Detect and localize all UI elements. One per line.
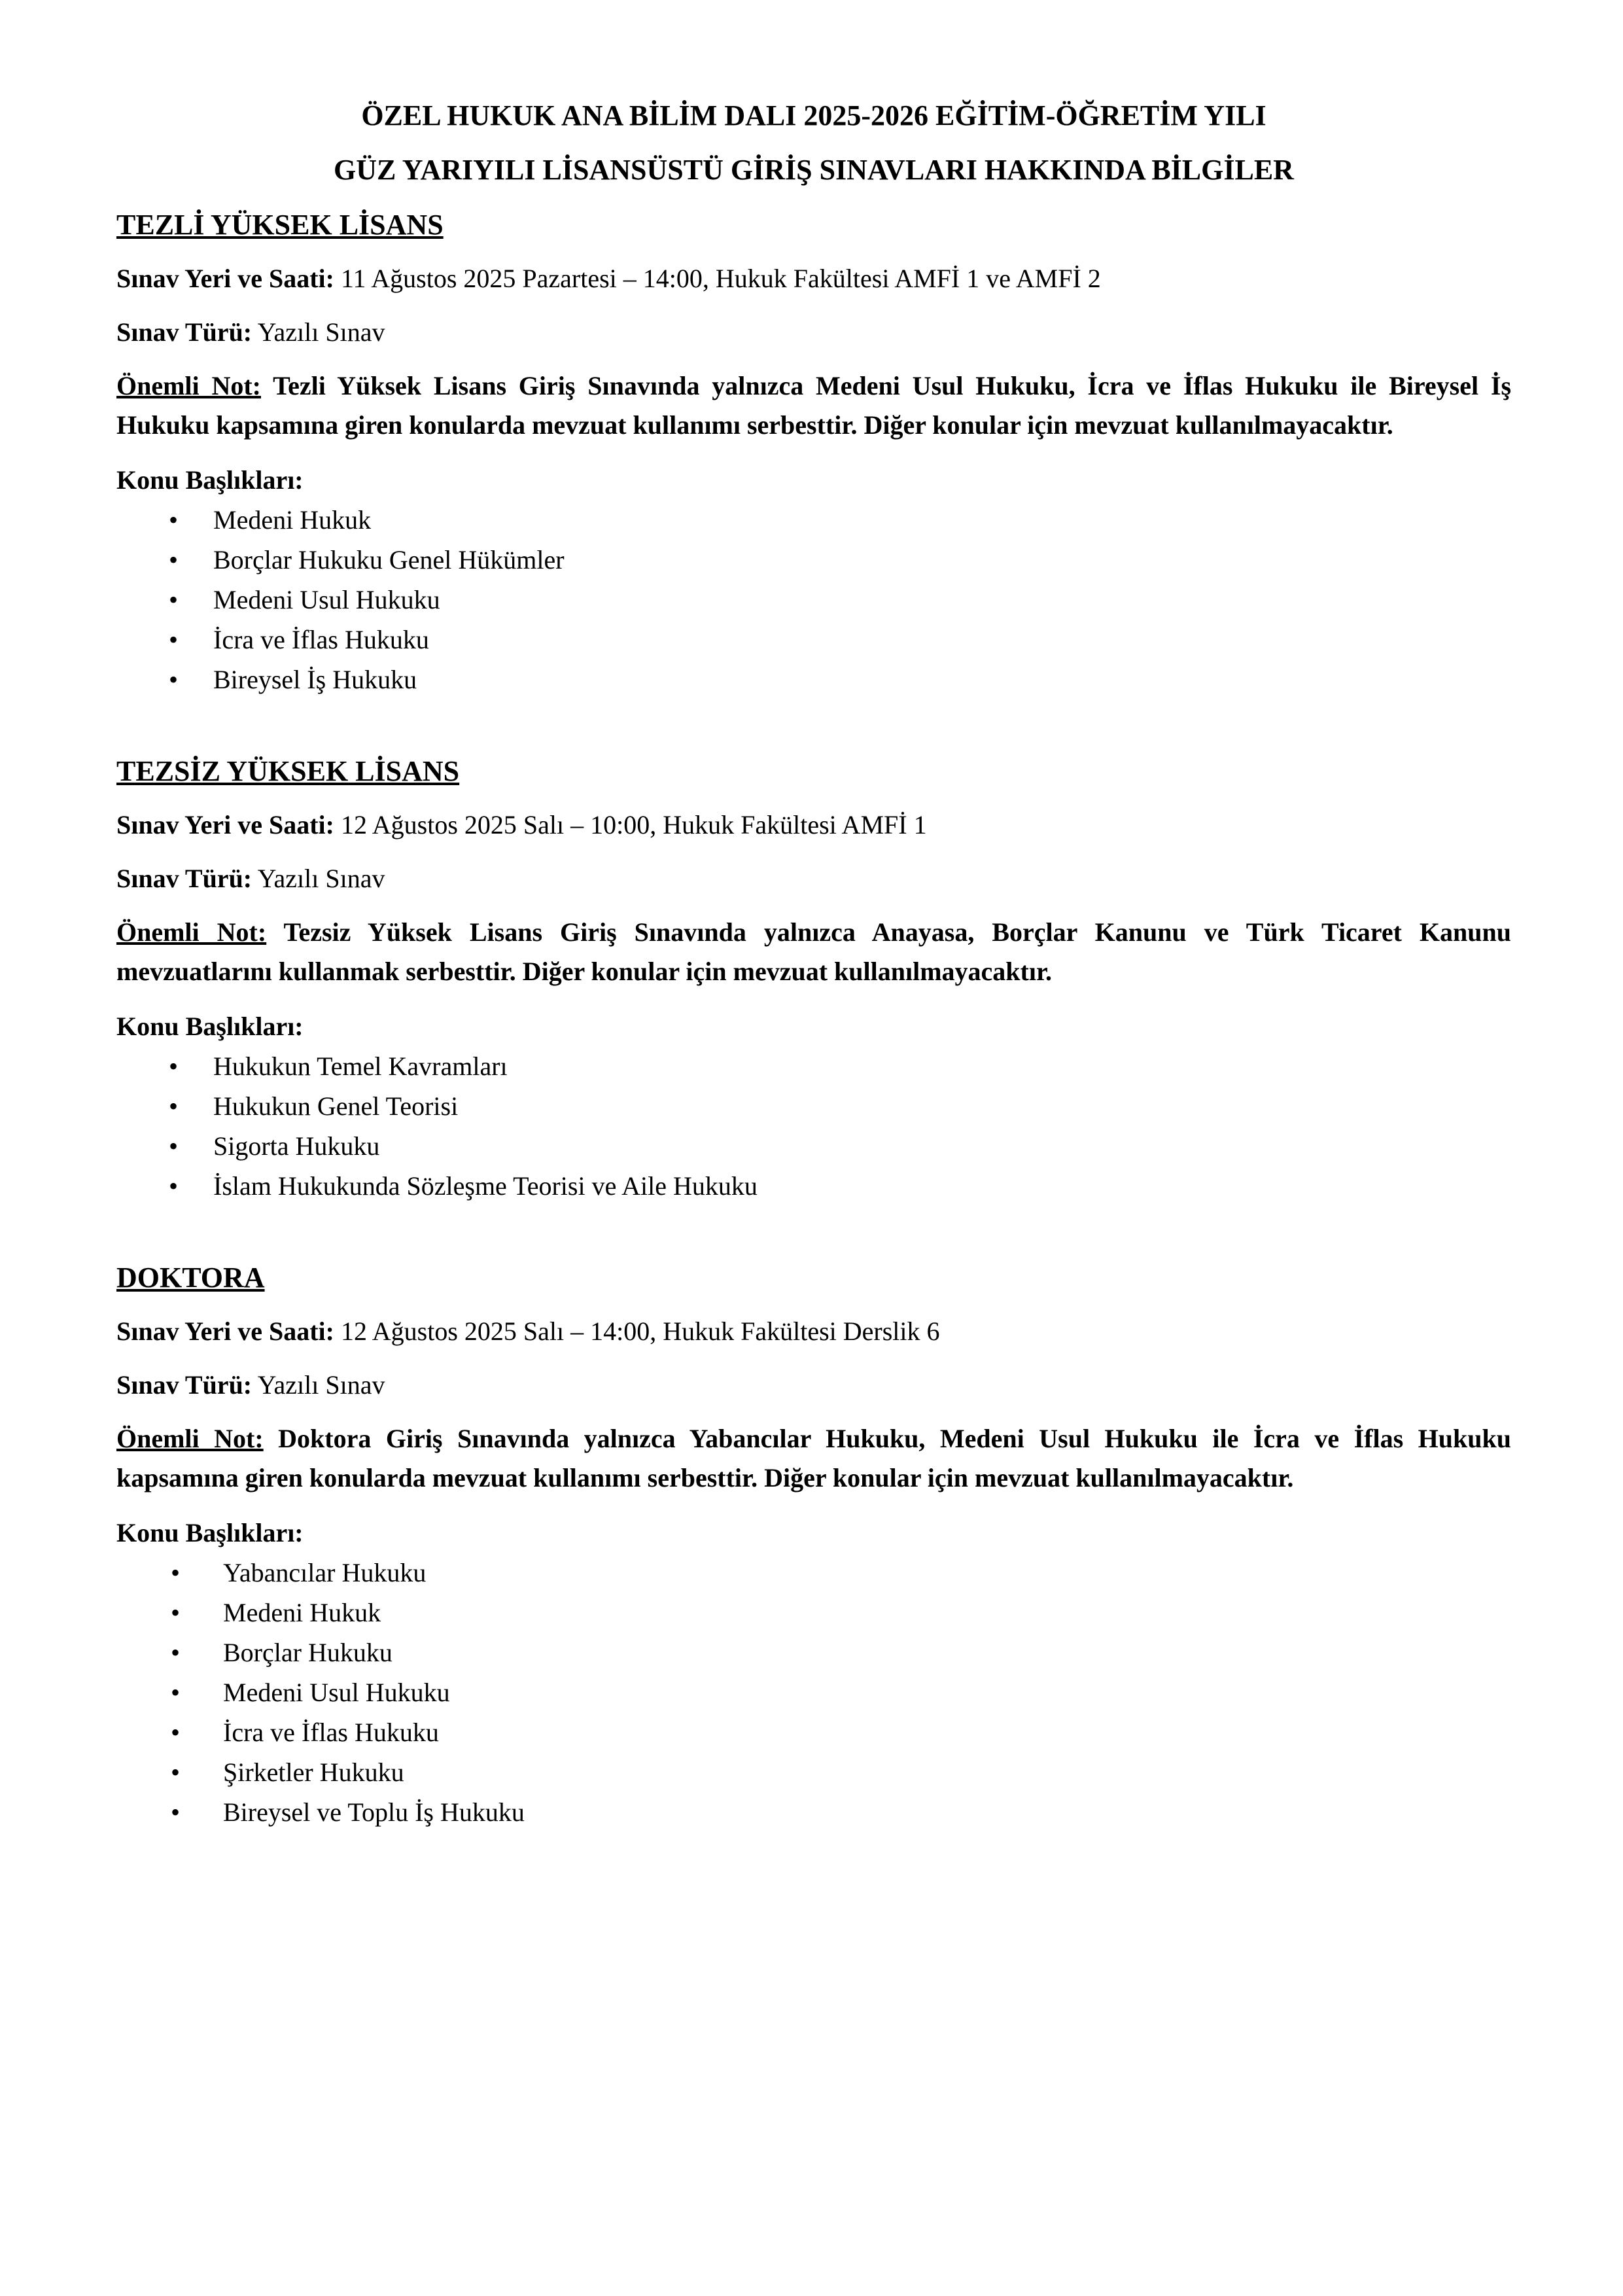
- list-item: [116, 660, 1511, 699]
- section-tezli-yuksek-lisans: [116, 205, 1511, 699]
- bullet-icon: •: [169, 585, 179, 614]
- topics-label: Konu Başlıkları:: [116, 1518, 304, 1547]
- list-item: [116, 1792, 1511, 1832]
- list-item: [116, 1752, 1511, 1792]
- topics-list: [116, 1046, 1511, 1206]
- exam-place-time-label: Sınav Yeri ve Saati:: [116, 1316, 334, 1346]
- topic-text: Medeni Usul Hukuku: [223, 1678, 450, 1707]
- topics-label: Konu Başlıkları:: [116, 465, 304, 495]
- section-heading: TEZSİZ YÜKSEK LİSANS: [116, 755, 460, 787]
- list-item: [116, 1672, 1511, 1712]
- exam-type: [116, 313, 1511, 352]
- topics-list: [116, 500, 1511, 699]
- bullet-icon: •: [171, 1797, 181, 1827]
- bullet-icon: •: [169, 545, 179, 574]
- bullet-icon: •: [171, 1718, 181, 1747]
- list-item: [116, 500, 1511, 540]
- exam-place-time-value: 12 Ağustos 2025 Salı – 10:00, Hukuk Fakültesi AMFİ 1: [340, 810, 927, 839]
- important-note-text: Tezsiz Yüksek Lisans Giriş Sınavında yalnızca Anayasa, Borçlar Kanunu ve Türk Ticaret Kanunu mevzuatlarını kullanmak serbesttir. Diğer konular için mevzuat kullanılmayacaktır.: [116, 917, 1512, 986]
- topic-text: Hukukun Genel Teorisi: [213, 1091, 459, 1121]
- section-heading: DOKTORA: [116, 1262, 265, 1294]
- exam-type: [116, 859, 1511, 898]
- bullet-icon: •: [169, 505, 179, 535]
- topic-text: Medeni Usul Hukuku: [213, 585, 440, 614]
- topic-text: Bireysel ve Toplu İş Hukuku: [223, 1797, 525, 1827]
- list-item: [116, 1633, 1511, 1672]
- topics-list: [116, 1553, 1511, 1832]
- important-note: [116, 366, 1511, 445]
- bullet-icon: •: [171, 1757, 181, 1787]
- bullet-icon: •: [169, 1131, 179, 1161]
- exam-place-time-value: 12 Ağustos 2025 Salı – 14:00, Hukuk Fakültesi Derslik 6: [340, 1316, 940, 1346]
- topic-text: Borçlar Hukuku: [223, 1638, 393, 1667]
- important-note-label: Önemli Not:: [116, 371, 261, 400]
- document-title-line-1: ÖZEL HUKUK ANA BİLİM DALI 2025-2026 EĞİTİM-ÖĞRETİM YILI: [361, 99, 1266, 132]
- bullet-icon: •: [169, 1091, 179, 1121]
- bullet-icon: •: [171, 1558, 181, 1587]
- exam-type: [116, 1366, 1511, 1405]
- section-doktora: [116, 1258, 1511, 1832]
- exam-place-time: [116, 259, 1511, 298]
- bullet-icon: •: [169, 625, 179, 654]
- document-title-line-2: GÜZ YARIYILI LİSANSÜSTÜ GİRİŞ SINAVLARI HAKKINDA BİLGİLER: [334, 154, 1294, 186]
- bullet-icon: •: [169, 1051, 179, 1081]
- section-heading: TEZLİ YÜKSEK LİSANS: [116, 209, 444, 241]
- important-note-text: Doktora Giriş Sınavında yalnızca Yabancılar Hukuku, Medeni Usul Hukuku ile İcra ve İflas Hukuku kapsamına giren konularda mevzuat kullanımı serbesttir. Diğer konular için mevzuat kullanılmayacaktır.: [116, 1424, 1512, 1492]
- list-item: [116, 1712, 1511, 1752]
- topics-label: Konu Başlıkları:: [116, 1012, 304, 1041]
- bullet-icon: •: [169, 1171, 179, 1201]
- important-note-text: Tezli Yüksek Lisans Giriş Sınavında yalnızca Medeni Usul Hukuku, İcra ve İflas Hukuku ile Bireysel İş Hukuku kapsamına giren konularda mevzuat kullanımı serbesttir. Diğer konular için mevzuat kullanılmayacaktır.: [116, 371, 1512, 440]
- important-note: [116, 913, 1511, 991]
- exam-place-time-label: Sınav Yeri ve Saati:: [116, 264, 334, 293]
- exam-place-time-label: Sınav Yeri ve Saati:: [116, 810, 334, 839]
- list-item: [116, 1553, 1511, 1593]
- exam-type-value: Yazılı Sınav: [257, 864, 385, 893]
- bullet-icon: •: [171, 1678, 181, 1707]
- important-note: [116, 1419, 1511, 1498]
- exam-type-label: Sınav Türü:: [116, 1370, 253, 1400]
- topic-text: Şirketler Hukuku: [223, 1757, 404, 1787]
- topic-text: Hukukun Temel Kavramları: [213, 1051, 508, 1081]
- exam-type-label: Sınav Türü:: [116, 864, 253, 893]
- exam-place-time-value: 11 Ağustos 2025 Pazartesi – 14:00, Hukuk Fakültesi AMFİ 1 ve AMFİ 2: [340, 264, 1101, 293]
- topic-text: İcra ve İflas Hukuku: [213, 625, 429, 654]
- list-item: [116, 620, 1511, 660]
- exam-type-value: Yazılı Sınav: [257, 1370, 385, 1400]
- topic-text: Yabancılar Hukuku: [223, 1558, 427, 1587]
- topic-text: Sigorta Hukuku: [213, 1131, 380, 1161]
- topic-text: Medeni Hukuk: [223, 1598, 381, 1627]
- topic-text: Borçlar Hukuku Genel Hükümler: [213, 545, 565, 574]
- exam-type-label: Sınav Türü:: [116, 317, 253, 347]
- exam-place-time: [116, 1312, 1511, 1351]
- list-item: [116, 1166, 1511, 1206]
- topic-text: Bireysel İş Hukuku: [213, 665, 417, 694]
- list-item: [116, 580, 1511, 620]
- list-item: [116, 1086, 1511, 1126]
- document-content: [116, 96, 1511, 1832]
- list-item: [116, 1593, 1511, 1633]
- list-item: [116, 1046, 1511, 1086]
- list-item: [116, 540, 1511, 580]
- important-note-label: Önemli Not:: [116, 917, 267, 947]
- topic-text: Medeni Hukuk: [213, 505, 372, 535]
- exam-place-time: [116, 805, 1511, 845]
- exam-type-value: Yazılı Sınav: [257, 317, 385, 347]
- section-tezsiz-yuksek-lisans: [116, 752, 1511, 1206]
- topic-text: İcra ve İflas Hukuku: [223, 1718, 439, 1747]
- topic-text: İslam Hukukunda Sözleşme Teorisi ve Aile Hukuku: [213, 1171, 758, 1201]
- bullet-icon: •: [169, 665, 179, 694]
- list-item: [116, 1126, 1511, 1166]
- important-note-label: Önemli Not:: [116, 1424, 264, 1453]
- bullet-icon: •: [171, 1638, 181, 1667]
- bullet-icon: •: [171, 1598, 181, 1627]
